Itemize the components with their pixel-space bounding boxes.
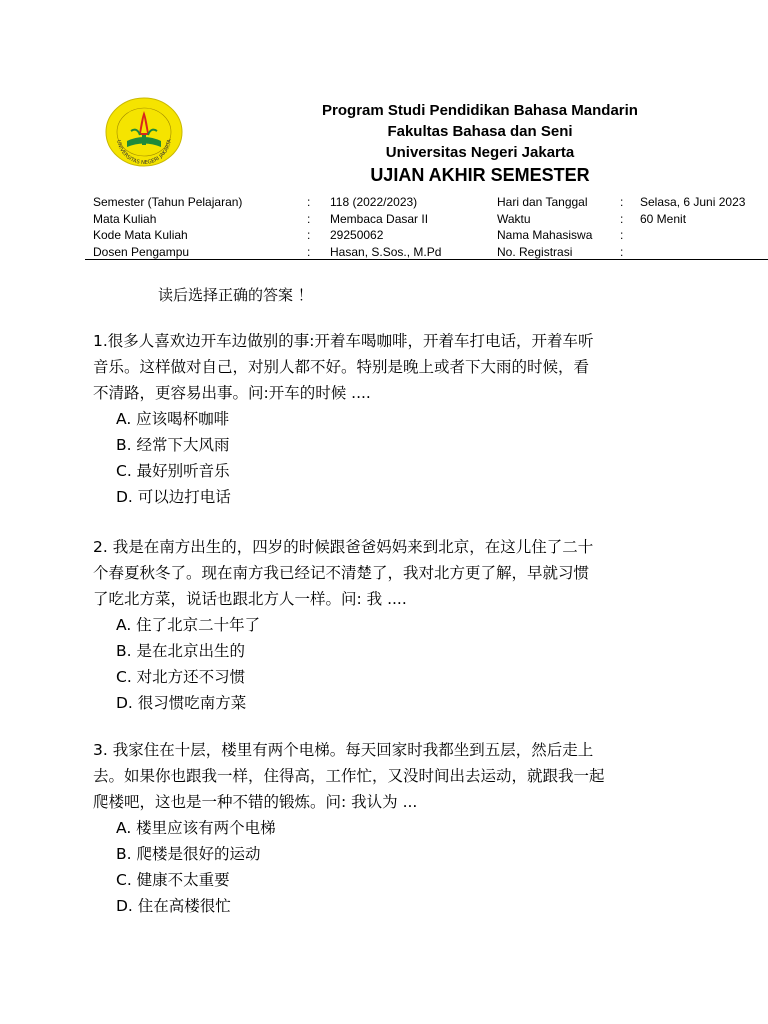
info-left-values — [330, 194, 441, 260]
university-title: Universitas Negeri Jakarta — [385, 144, 575, 161]
options-list — [116, 406, 678, 510]
option-b: B. 经常下大风雨 — [116, 436, 230, 454]
info-label-course: Mata Kuliah — [93, 211, 157, 226]
info-value-registration — [640, 244, 745, 261]
options-list — [116, 815, 678, 919]
question-text-line: 爬楼吧，这也是一种不错的锻炼。问: 我认为 ... — [93, 793, 418, 811]
info-right-values — [640, 194, 745, 260]
option-a: A. 住了北京二十年了 — [116, 616, 261, 634]
option-d: D. 很习惯吃南方菜 — [116, 694, 247, 712]
info-label-time: Waktu — [497, 211, 531, 226]
options-list — [116, 612, 678, 716]
instruction-text: 读后选择正确的答案 ！ — [158, 286, 313, 304]
info-value-lecturer: Hasan, S.Sos., M.Pd — [330, 244, 442, 259]
exam-title: UJIAN AKHIR SEMESTER — [370, 165, 590, 185]
question-text-line: 去。如果你也跟我一样，住得高，工作忙，又没时间出去运动，就跟我一起 — [93, 767, 605, 785]
option-c: C. 健康不太重要 — [116, 871, 230, 889]
question-3 — [93, 737, 678, 919]
info-label-semester: Semester (Tahun Pelajaran) — [93, 195, 243, 209]
question-2 — [93, 534, 678, 716]
option-b: B. 是在北京出生的 — [116, 642, 245, 660]
info-colon: : — [307, 244, 311, 259]
question-text-line: 个春夏秋冬了。现在南方我已经记不清楚了，我对北方更了解，早就习惯 — [93, 564, 590, 582]
question-text-line: 2. 我是在南方出生的，四岁的时候跟爸爸妈妈来到北京，在这儿住了二十 — [93, 538, 594, 556]
question-text-line: 不清路，更容易出事。问:开车的时候 .... — [93, 384, 371, 402]
question-text-line: 1.很多人喜欢边开车边做别的事:开着车喝咖啡，开着车打电话，开着车听 — [93, 332, 594, 350]
info-right-labels — [497, 194, 592, 260]
question-1 — [93, 328, 678, 510]
info-value-semester: 118 (2022/2023) — [330, 195, 418, 209]
info-colon: : — [307, 211, 311, 226]
info-label-course-code: Kode Mata Kuliah — [93, 228, 188, 242]
question-text-line: 3. 我家住在十层，楼里有两个电梯。每天回家时我都坐到五层，然后走上 — [93, 741, 594, 759]
option-a: A. 应该喝杯咖啡 — [116, 410, 230, 428]
info-colon: : — [620, 244, 624, 259]
option-d: D. 可以边打电话 — [116, 488, 231, 506]
info-colon: : — [620, 211, 624, 226]
question-text-line: 音乐。这样做对自己，对别人都不好。特别是晚上或者下大雨的时候，看 — [93, 358, 590, 376]
header-divider — [85, 259, 768, 260]
info-right-colons — [620, 194, 623, 260]
option-c: C. 最好别听音乐 — [116, 462, 230, 480]
info-value-student-name — [640, 227, 745, 244]
info-left-labels — [93, 194, 242, 260]
info-label-date: Hari dan Tanggal — [497, 195, 588, 209]
info-label-student-name: Nama Mahasiswa — [497, 228, 593, 242]
info-left-colons — [307, 194, 310, 260]
logo-ring-text: UNIVERSITAS NEGERI JAKARTA — [115, 138, 173, 167]
info-value-course-code: 29250062 — [330, 228, 384, 242]
info-colon: : — [307, 228, 311, 242]
option-d: D. 住在高楼很忙 — [116, 897, 231, 915]
option-a: A. 楼里应该有两个电梯 — [116, 819, 276, 837]
university-logo — [105, 97, 183, 167]
program-title: Program Studi Pendidikan Bahasa Mandarin — [322, 102, 638, 119]
faculty-title: Fakultas Bahasa dan Seni — [387, 123, 573, 140]
info-colon: : — [620, 228, 624, 242]
option-b: B. 爬楼是很好的运动 — [116, 845, 261, 863]
info-colon: : — [620, 195, 624, 209]
info-colon: : — [307, 195, 311, 209]
info-label-registration: No. Registrasi — [497, 244, 573, 259]
option-c: C. 对北方还不习惯 — [116, 668, 246, 686]
info-label-lecturer: Dosen Pengampu — [93, 244, 190, 259]
info-value-time: 60 Menit — [640, 211, 687, 226]
question-text-line: 了吃北方菜，说话也跟北方人一样。问: 我 .... — [93, 590, 407, 608]
info-value-date: Selasa, 6 Juni 2023 — [640, 195, 746, 209]
info-value-course: Membaca Dasar II — [330, 211, 429, 226]
